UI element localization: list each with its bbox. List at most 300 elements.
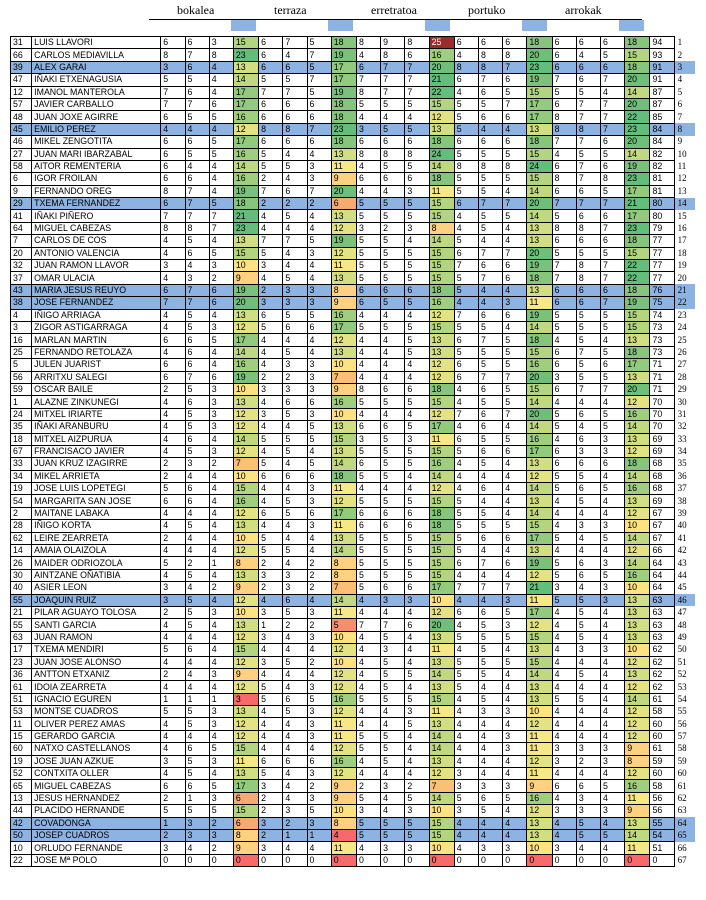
score-cell: 4: [307, 210, 331, 222]
score-cell: 5: [356, 743, 380, 755]
score-cell: 3: [478, 842, 502, 854]
total-cell: 94: [650, 37, 674, 49]
score-cell: 6: [185, 359, 209, 371]
participant-name: MITXEL IRIARTE: [32, 408, 161, 420]
score-cell: 5: [576, 86, 600, 98]
participant-name: FERNANDO OREG: [32, 185, 161, 197]
score-cell: 5: [381, 98, 405, 110]
participant-id: 31: [11, 37, 32, 49]
subtotal-cell: 10: [527, 706, 552, 718]
score-cell: 6: [576, 557, 600, 569]
score-cell: 6: [405, 619, 429, 631]
subtotal-cell: 11: [233, 755, 258, 767]
score-cell: 8: [478, 61, 502, 73]
score-cell: 6: [552, 383, 576, 395]
total-cell: 81: [650, 173, 674, 185]
score-cell: 2: [307, 780, 331, 792]
subtotal-cell: 21: [233, 210, 258, 222]
score-cell: 6: [259, 470, 283, 482]
score-cell: 3: [209, 668, 233, 680]
score-cell: 7: [209, 222, 233, 234]
score-cell: 5: [356, 260, 380, 272]
score-cell: 4: [259, 706, 283, 718]
participant-id: 13: [11, 792, 32, 804]
total-cell: 77: [650, 272, 674, 284]
rank-cell: 58: [677, 743, 687, 754]
score-cell: 6: [185, 483, 209, 495]
score-cell: 4: [405, 235, 429, 247]
score-cell: 4: [381, 768, 405, 780]
rank-cell: 38: [677, 495, 687, 506]
rank-cell: 64: [674, 817, 695, 829]
subtotal-cell: 13: [527, 458, 552, 470]
rank-cell: 3: [674, 61, 695, 73]
subtotal-cell: 12: [625, 718, 650, 730]
subtotal-cell: 11: [331, 718, 356, 730]
score-cell: 8: [552, 111, 576, 123]
subtotal-cell: 6: [233, 792, 258, 804]
total-cell: 66: [650, 545, 674, 557]
score-cell: 6: [454, 433, 478, 445]
score-cell: 4: [161, 718, 185, 730]
score-cell: 4: [259, 743, 283, 755]
score-cell: 3: [209, 718, 233, 730]
score-cell: 4: [503, 805, 527, 817]
score-cell: 3: [259, 297, 283, 309]
subtotal-cell: 15: [625, 309, 650, 321]
subtotal-cell: 9: [331, 780, 356, 792]
subtotal-cell: 12: [233, 408, 258, 420]
subtotal-cell: 20: [527, 371, 552, 383]
subtotal-cell: 16: [625, 780, 650, 792]
subtotal-cell: 17: [429, 421, 454, 433]
score-cell: 5: [552, 470, 576, 482]
score-cell: 5: [601, 49, 625, 61]
score-cell: 5: [454, 545, 478, 557]
subtotal-cell: 12: [331, 644, 356, 656]
subtotal-cell: 10: [233, 383, 258, 395]
score-cell: 5: [503, 346, 527, 358]
score-cell: 8: [601, 173, 625, 185]
score-cell: 3: [454, 780, 478, 792]
score-cell: 6: [576, 61, 600, 73]
score-cell: 4: [381, 483, 405, 495]
table-row: [11, 86, 696, 98]
subtotal-cell: 15: [429, 830, 454, 842]
subtotal-cell: 9: [331, 173, 356, 185]
subtotal-cell: 16: [331, 755, 356, 767]
score-cell: 5: [381, 495, 405, 507]
score-cell: 6: [454, 247, 478, 259]
score-cell: 5: [552, 210, 576, 222]
score-cell: 5: [601, 408, 625, 420]
score-cell: 4: [503, 681, 527, 693]
score-cell: 4: [503, 668, 527, 680]
score-cell: 5: [307, 37, 331, 49]
rank-cell: 17: [677, 235, 687, 246]
participant-id: 6: [11, 173, 32, 185]
score-cell: 6: [454, 334, 478, 346]
score-cell: 4: [503, 470, 527, 482]
score-cell: 5: [185, 111, 209, 123]
score-cell: 4: [503, 817, 527, 829]
score-cell: 4: [283, 792, 307, 804]
participant-name: AINTZANE OÑATIBIA: [32, 569, 161, 581]
score-cell: 2: [307, 656, 331, 668]
score-cell: 6: [283, 61, 307, 73]
score-cell: 4: [259, 520, 283, 532]
subtotal-cell: 9: [331, 297, 356, 309]
subtotal-cell: 14: [625, 421, 650, 433]
score-cell: 6: [552, 445, 576, 457]
subtotal-cell: 13: [625, 817, 650, 829]
score-cell: 4: [454, 421, 478, 433]
score-cell: 6: [478, 421, 502, 433]
score-cell: 3: [209, 408, 233, 420]
score-cell: 6: [307, 111, 331, 123]
score-cell: 4: [307, 532, 331, 544]
score-cell: 4: [552, 495, 576, 507]
participant-name: PILAR AGUAYO TOLOSA: [32, 606, 161, 618]
score-cell: 5: [161, 644, 185, 656]
score-cell: 4: [478, 235, 502, 247]
score-cell: 6: [576, 458, 600, 470]
score-cell: 7: [503, 198, 527, 210]
participant-id: 27: [11, 148, 32, 160]
score-cell: 5: [283, 210, 307, 222]
score-cell: 4: [161, 619, 185, 631]
score-cell: 5: [601, 321, 625, 333]
score-cell: 3: [503, 743, 527, 755]
subtotal-cell: 13: [527, 681, 552, 693]
score-cell: 6: [454, 606, 478, 618]
participant-name: FRANCISACO JAVIER: [32, 445, 161, 457]
score-cell: 2: [161, 606, 185, 618]
score-cell: 5: [381, 210, 405, 222]
subtotal-cell: 15: [527, 631, 552, 643]
rank-cell: 55: [677, 706, 687, 717]
score-cell: 4: [576, 768, 600, 780]
score-cell: 4: [209, 545, 233, 557]
score-cell: 4: [259, 730, 283, 742]
participant-id: 44: [11, 805, 32, 817]
subtotal-cell: 12: [429, 359, 454, 371]
subtotal-cell: 14: [331, 594, 356, 606]
score-cell: 4: [576, 507, 600, 519]
score-cell: 7: [209, 210, 233, 222]
total-cell: 74: [650, 309, 674, 321]
participant-id: 41: [11, 210, 32, 222]
score-cell: 4: [576, 681, 600, 693]
group-subtotal-header: [619, 20, 644, 31]
subtotal-cell: 10: [331, 805, 356, 817]
score-cell: 4: [356, 346, 380, 358]
score-cell: 4: [405, 371, 429, 383]
total-cell: 58: [650, 706, 674, 718]
score-cell: 7: [576, 136, 600, 148]
score-cell: 3: [283, 383, 307, 395]
subtotal-cell: 13: [429, 123, 454, 135]
score-cell: 3: [576, 520, 600, 532]
score-cell: 2: [259, 173, 283, 185]
subtotal-cell: 12: [233, 594, 258, 606]
total-cell: 64: [650, 557, 674, 569]
subtotal-cell: 14: [429, 743, 454, 755]
subtotal-cell: 18: [527, 136, 552, 148]
rank-cell: 5: [677, 86, 683, 97]
score-cell: 6: [356, 507, 380, 519]
score-cell: 3: [259, 656, 283, 668]
score-cell: 4: [503, 830, 527, 842]
subtotal-cell: 12: [331, 768, 356, 780]
table-row: [11, 557, 696, 569]
score-cell: 5: [381, 817, 405, 829]
subtotal-cell: 20: [331, 185, 356, 197]
score-cell: 5: [381, 693, 405, 705]
subtotal-cell: 12: [527, 805, 552, 817]
score-cell: 4: [503, 185, 527, 197]
score-cell: 4: [454, 383, 478, 395]
participant-id: 22: [11, 854, 32, 866]
score-cell: 4: [601, 619, 625, 631]
rank-cell: 39: [677, 508, 687, 519]
subtotal-cell: 21: [429, 74, 454, 86]
score-cell: 8: [161, 185, 185, 197]
score-cell: 4: [552, 148, 576, 160]
score-cell: 4: [209, 173, 233, 185]
score-cell: 4: [601, 396, 625, 408]
score-cell: 4: [601, 334, 625, 346]
score-cell: 4: [601, 817, 625, 829]
score-cell: 6: [405, 507, 429, 519]
score-cell: 6: [478, 111, 502, 123]
score-cell: 6: [552, 284, 576, 296]
score-cell: 4: [454, 693, 478, 705]
score-cell: 6: [185, 136, 209, 148]
score-cell: 5: [503, 606, 527, 618]
score-cell: 6: [161, 136, 185, 148]
participant-id: 61: [11, 681, 32, 693]
score-cell: 6: [356, 61, 380, 73]
participant-id: 19: [11, 755, 32, 767]
score-cell: 4: [356, 768, 380, 780]
score-cell: 4: [552, 706, 576, 718]
score-cell: 4: [381, 359, 405, 371]
score-cell: 4: [161, 507, 185, 519]
score-cell: 4: [209, 495, 233, 507]
total-cell: 61: [650, 693, 674, 705]
rank-cell: 8: [674, 123, 695, 135]
score-cell: 5: [356, 445, 380, 457]
subtotal-cell: 23: [625, 173, 650, 185]
score-cell: 5: [478, 631, 502, 643]
participant-name: MARLAN MARTIN: [32, 334, 161, 346]
score-cell: 5: [576, 148, 600, 160]
score-cell: 7: [503, 98, 527, 110]
score-cell: 8: [454, 160, 478, 172]
score-cell: 8: [356, 383, 380, 395]
score-cell: 2: [185, 557, 209, 569]
subtotal-cell: 9: [331, 383, 356, 395]
score-cell: 6: [283, 111, 307, 123]
score-cell: 4: [209, 86, 233, 98]
table-row: [11, 136, 696, 148]
score-cell: 5: [405, 98, 429, 110]
score-cell: 6: [405, 284, 429, 296]
score-cell: 2: [161, 470, 185, 482]
subtotal-cell: 16: [527, 792, 552, 804]
score-cell: 7: [552, 74, 576, 86]
score-cell: 4: [161, 445, 185, 457]
score-cell: 4: [576, 396, 600, 408]
score-cell: 6: [478, 86, 502, 98]
score-cell: 5: [356, 830, 380, 842]
participant-name: MAIDER ODRIOZOLA: [32, 557, 161, 569]
score-cell: 7: [454, 309, 478, 321]
score-cell: 5: [478, 222, 502, 234]
subtotal-cell: 17: [527, 532, 552, 544]
score-cell: 3: [283, 569, 307, 581]
score-cell: 8: [552, 173, 576, 185]
subtotal-cell: 15: [429, 98, 454, 110]
score-cell: 5: [381, 160, 405, 172]
score-cell: 4: [405, 743, 429, 755]
score-cell: 4: [283, 49, 307, 61]
score-cell: 4: [381, 371, 405, 383]
score-cell: 4: [283, 743, 307, 755]
group-subtotal-header: [425, 20, 450, 31]
subtotal-cell: 11: [527, 730, 552, 742]
score-cell: 5: [185, 520, 209, 532]
table-row: [11, 74, 696, 86]
score-cell: 4: [161, 631, 185, 643]
subtotal-cell: 14: [429, 160, 454, 172]
score-cell: 3: [161, 260, 185, 272]
score-cell: 4: [356, 755, 380, 767]
score-cell: 0: [209, 854, 233, 866]
subtotal-cell: 15: [429, 693, 454, 705]
score-cell: 4: [209, 309, 233, 321]
rank-cell: 36: [677, 470, 687, 481]
score-cell: 6: [478, 606, 502, 618]
score-cell: 5: [454, 321, 478, 333]
total-cell: 68: [650, 470, 674, 482]
score-cell: 6: [356, 173, 380, 185]
table-row: [11, 631, 696, 643]
table-row: [11, 768, 696, 780]
score-cell: 6: [576, 185, 600, 197]
score-cell: 4: [356, 631, 380, 643]
score-cell: 4: [405, 656, 429, 668]
score-cell: 1: [161, 693, 185, 705]
total-cell: 93: [650, 49, 674, 61]
score-cell: 6: [356, 520, 380, 532]
score-cell: 5: [381, 321, 405, 333]
score-cell: 4: [356, 594, 380, 606]
score-cell: 7: [307, 74, 331, 86]
score-cell: 6: [405, 136, 429, 148]
score-cell: 0: [503, 854, 527, 866]
score-cell: 5: [503, 520, 527, 532]
score-cell: 5: [283, 346, 307, 358]
score-cell: 5: [185, 74, 209, 86]
subtotal-cell: 12: [625, 545, 650, 557]
subtotal-cell: 19: [233, 284, 258, 296]
subtotal-cell: 20: [527, 247, 552, 259]
subtotal-cell: 12: [429, 606, 454, 618]
rank-cell: 51: [677, 656, 687, 667]
score-cell: 5: [307, 86, 331, 98]
score-cell: 4: [552, 668, 576, 680]
subtotal-cell: 12: [233, 681, 258, 693]
score-cell: 3: [601, 805, 625, 817]
score-cell: 4: [185, 507, 209, 519]
score-cell: 3: [405, 706, 429, 718]
score-cell: 4: [209, 61, 233, 73]
rank-cell: 11: [677, 161, 687, 172]
score-cell: 6: [185, 396, 209, 408]
score-cell: 4: [283, 520, 307, 532]
participant-id: 66: [11, 49, 32, 61]
subtotal-cell: 16: [331, 396, 356, 408]
subtotal-cell: 12: [331, 706, 356, 718]
subtotal-cell: 9: [233, 668, 258, 680]
subtotal-cell: 14: [527, 668, 552, 680]
rank-cell: 4: [677, 74, 683, 85]
score-cell: 4: [209, 768, 233, 780]
score-cell: 5: [185, 445, 209, 457]
score-cell: 6: [307, 136, 331, 148]
score-cell: 5: [381, 433, 405, 445]
subtotal-cell: 19: [331, 86, 356, 98]
score-cell: 6: [601, 160, 625, 172]
score-cell: 5: [356, 210, 380, 222]
participant-name: ANTTON ETXANIZ: [32, 668, 161, 680]
table-row: [11, 792, 696, 804]
subtotal-cell: 14: [527, 321, 552, 333]
subtotal-cell: 17: [527, 111, 552, 123]
participant-name: JOSEP CUADROS: [32, 830, 161, 842]
score-cell: 7: [283, 86, 307, 98]
score-cell: 5: [478, 359, 502, 371]
subtotal-cell: 13: [331, 210, 356, 222]
subtotal-cell: 19: [527, 74, 552, 86]
score-cell: 4: [283, 681, 307, 693]
score-cell: 4: [552, 606, 576, 618]
subtotal-cell: 11: [331, 606, 356, 618]
subtotal-cell: 13: [331, 272, 356, 284]
score-cell: 3: [307, 718, 331, 730]
score-cell: 6: [601, 235, 625, 247]
score-cell: 2: [283, 371, 307, 383]
score-cell: 7: [185, 210, 209, 222]
score-cell: 6: [576, 408, 600, 420]
participant-id: 62: [11, 532, 32, 544]
rank-cell: 59: [677, 755, 687, 766]
score-cell: 6: [307, 98, 331, 110]
score-cell: 5: [405, 123, 429, 135]
subtotal-cell: 8: [625, 755, 650, 767]
score-cell: 3: [307, 483, 331, 495]
total-cell: 67: [650, 520, 674, 532]
score-cell: 5: [405, 668, 429, 680]
score-cell: 7: [307, 123, 331, 135]
participant-id: 54: [11, 495, 32, 507]
total-cell: 76: [650, 284, 674, 296]
rank-cell: 48: [677, 619, 687, 630]
score-cell: 8: [478, 160, 502, 172]
participant-name: IÑIGO ARRIAGA: [32, 309, 161, 321]
